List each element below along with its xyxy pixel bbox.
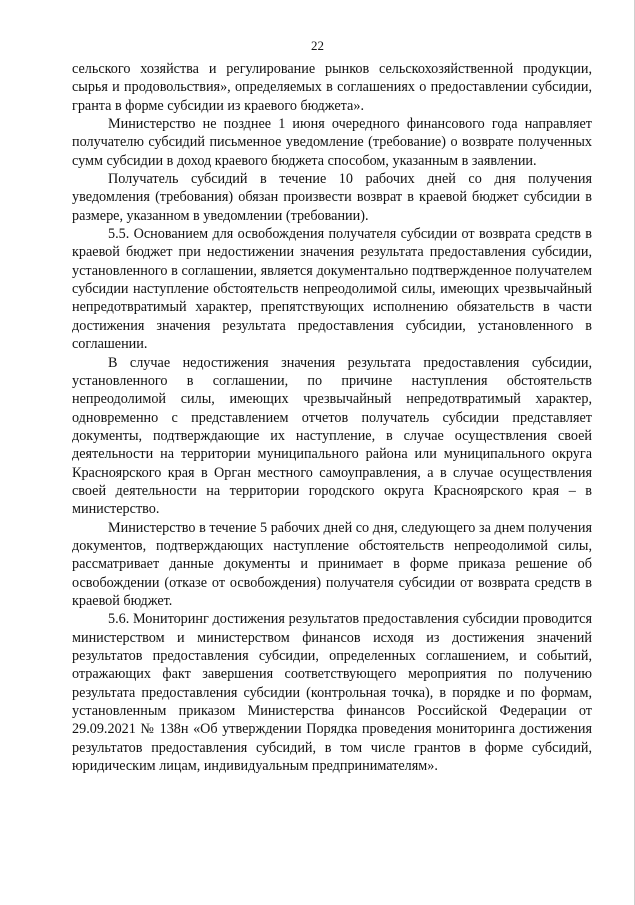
paragraph-ministry-notice: Министерство не позднее 1 июня очередного финансового года направляет получателю субсидий письменное уведомление (требование) о возврате полученных сумм субсидии в доход краевого бюджета способом, указанным в заявлении. (72, 116, 592, 169)
paragraph-continuation: сельского хозяйства и регулирование рынков сельскохозяйственной продукции, сырья и продовольствия», определяемых в соглашениях о предоставлении субсидии, гранта в форме субсидии из краевого бюджета». (72, 61, 592, 114)
paragraph-recipient-refund: Получатель субсидий в течение 10 рабочих дней со дня получения уведомления (требования) обязан произвести возврат в краевой бюджет субсидии в размере, указанном в уведомлении (требовании). (72, 171, 592, 224)
paragraph-section-5-5: 5.5. Основанием для освобождения получателя субсидии от возврата средств в краевой бюджет при недостижении значения результата предоставления субсидии, установленного в соглашении, является документально подтвержденное получателем субсидии наступление обстоятельств непреодолимой силы, имеющих чрезвычайный непредотвратимый характер, препятствующих исполнению обязательств в части достижения значения результата предоставления субсидии, установленного в соглашении. (72, 226, 592, 353)
paragraph-section-5-6: 5.6. Мониторинг достижения результатов предоставления субсидии проводится министерством и министерством финансов исходя из достижения значений результатов предоставления субсидии, определенных соглашением, и событий, отражающих факт завершения соответствующего мероприятия по получению результата предоставления субсидии (контрольная точка), в порядке и по формам, установленным приказом Министерства финансов Российской Федерации от 29.09.2021 № 138н «Об утверждении Порядка проведения мониторинга достижения результатов предоставления субсидий, в том числе грантов в форме субсидий, юридическим лицам, индивидуальным предпринимателям». (72, 611, 592, 775)
paragraph-force-majeure: В случае недостижения значения результата предоставления субсидии, установленного в соглашении, по причине наступления обстоятельств непреодолимой силы, имеющих чрезвычайный непредотвратимый характер, одновременно с представлением отчетов получатель субсидии представляет документы, подтверждающие их наступление, в случае осуществления своей деятельности на территории муниципального района или муниципального округа Красноярского края в Орган местного самоуправления, а в случае осуществления своей деятельности на территории городского округа Красноярского края – в министерство. (72, 354, 592, 518)
paragraph-ministry-review: Министерство в течение 5 рабочих дней со дня, следующего за днем получения документов, подтверждающих наступление обстоятельств непреодолимой силы, рассматривает данные документы и принимает в форме приказа решение об освобождении (отказе от освобождения) получателя субсидии от возврата средств в краевой бюджет. (72, 519, 592, 609)
document-body (72, 60, 592, 775)
page-number: 22 (311, 38, 324, 53)
